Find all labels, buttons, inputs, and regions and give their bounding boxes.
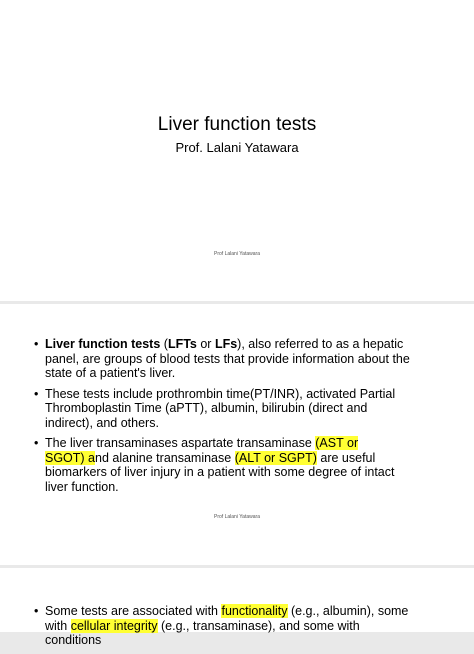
- bullet-item: [34, 337, 414, 381]
- bullet-item: [34, 387, 414, 431]
- text-run: (: [160, 337, 168, 351]
- bullet-text: These tests include prothrombin time(PT/INR), activated Partial Thromboplastin Time (aPTT), albumin, bilirubin (direct and indirect), and others.: [45, 386, 396, 430]
- bullet-list: [34, 337, 414, 500]
- slide-footer: Prof Lalani Yatawara: [214, 514, 260, 520]
- bullet-item: [34, 436, 414, 494]
- bullet-list: [34, 604, 414, 654]
- text-run: or: [196, 337, 215, 351]
- text-run: (e.g., transaminase), and some with conditions: [45, 618, 360, 647]
- text-run: The liver transaminases aspartate transaminase: [45, 436, 316, 450]
- content-slide: [0, 304, 474, 565]
- bullet-icon: •: [34, 337, 39, 351]
- title-slide: [0, 0, 474, 301]
- bullet-item: [34, 604, 414, 648]
- text-run: Some tests are associated with: [45, 604, 222, 618]
- content-slide-partial: [0, 568, 474, 647]
- slide-subtitle: Prof. Lalani Yatawara: [175, 140, 299, 155]
- bullet-icon: •: [34, 604, 39, 618]
- term-liver-function-tests: Liver function tests: [45, 337, 161, 351]
- highlight-cellular-integrity: cellular integrity: [70, 618, 158, 633]
- text-run: are useful biomarkers of liver injury in a patient with some degree of intact liver function.: [45, 450, 395, 494]
- text-run: (e.g., albumin), some with: [45, 604, 409, 633]
- highlight-alt-sgpt: (ALT or SGPT): [234, 450, 317, 465]
- bullet-icon: •: [34, 386, 39, 401]
- highlight-ast-sgot-line2: SGOT) a: [45, 450, 96, 465]
- slide-title: Liver function tests: [157, 114, 317, 135]
- highlight-ast-sgot-line1: (AST or: [315, 436, 359, 450]
- slide-footer: Prof Lalani Yatawara: [214, 251, 260, 257]
- bullet-icon: •: [34, 436, 39, 450]
- highlight-functionality: functionality: [221, 604, 288, 618]
- term-lfts: LFTs: [167, 337, 197, 351]
- text-run: ), also referred to as a hepatic panel, are groups of blood tests that provide information about the state of a patient's liver.: [45, 337, 410, 380]
- text-run: nd alanine transaminase: [95, 450, 235, 465]
- term-lfs: LFs: [214, 337, 238, 351]
